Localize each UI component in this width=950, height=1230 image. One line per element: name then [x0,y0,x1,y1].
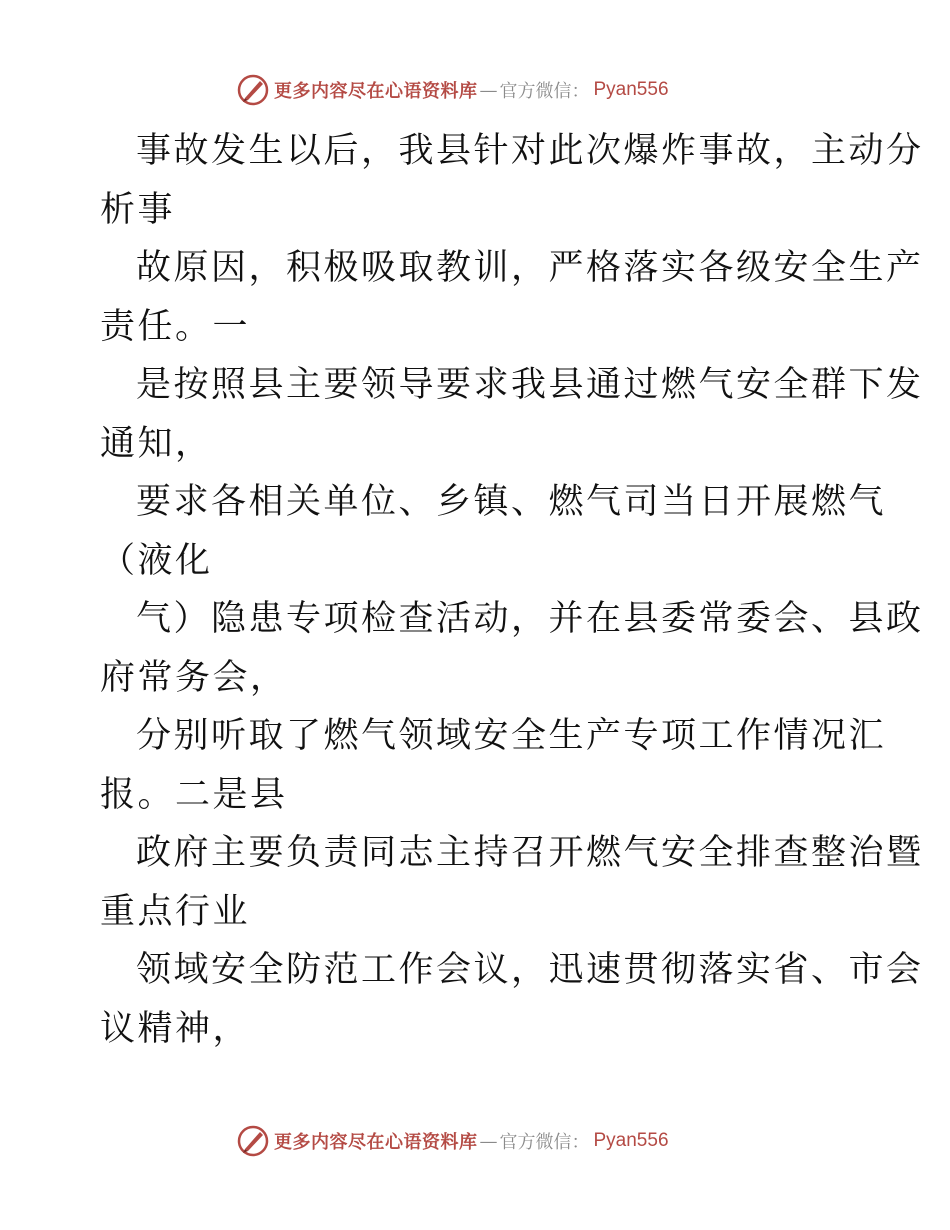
watermark-dash: — [479,79,498,101]
text-line: 气）隐患专项检查活动，并在县委常委会、县政 [136,599,924,639]
text-line: 政府主要负责同志主持召开燃气安全排查整治暨 [136,833,924,873]
text-line: 析事 [100,189,176,230]
watermark-brand: 更多内容尽在心语资料库 [274,1132,478,1153]
header-watermark [236,73,669,107]
footer-watermark [236,1124,669,1158]
text-line: 议精神， [100,1008,251,1049]
quill-pen-logo-icon [236,73,270,107]
text-line: 重点行业 [100,891,251,932]
document-body [100,122,924,1058]
text-line: 报。二是县 [100,774,288,815]
quill-pen-logo-icon [236,1124,270,1158]
watermark-dash: — [479,1130,498,1152]
text-line: 要求各相关单位、乡镇、燃气司当日开展燃气 [136,482,887,522]
text-line: （液化 [100,540,213,581]
text-line: 分别听取了燃气领域安全生产专项工作情况汇 [136,716,887,756]
text-line: 是按照县主要领导要求我县通过燃气安全群下发 [136,365,924,405]
text-line: 故原因，积极吸取教训，严格落实各级安全生产 [136,248,924,288]
watermark-brand: 更多内容尽在心语资料库 [274,81,478,102]
watermark-wechat-id: Pyan556 [593,79,669,100]
text-line: 责任。一 [100,306,251,347]
text-line: 事故发生以后，我县针对此次爆炸事故，主动分 [136,131,924,171]
watermark-label: 官方微信： [499,81,590,102]
text-line: 领域安全防范工作会议，迅速贯彻落实省、市会 [136,950,924,990]
watermark-wechat-id: Pyan556 [593,1130,669,1151]
watermark-label: 官方微信： [499,1132,590,1153]
text-line: 通知， [100,423,213,464]
text-line: 府常务会， [100,657,288,698]
